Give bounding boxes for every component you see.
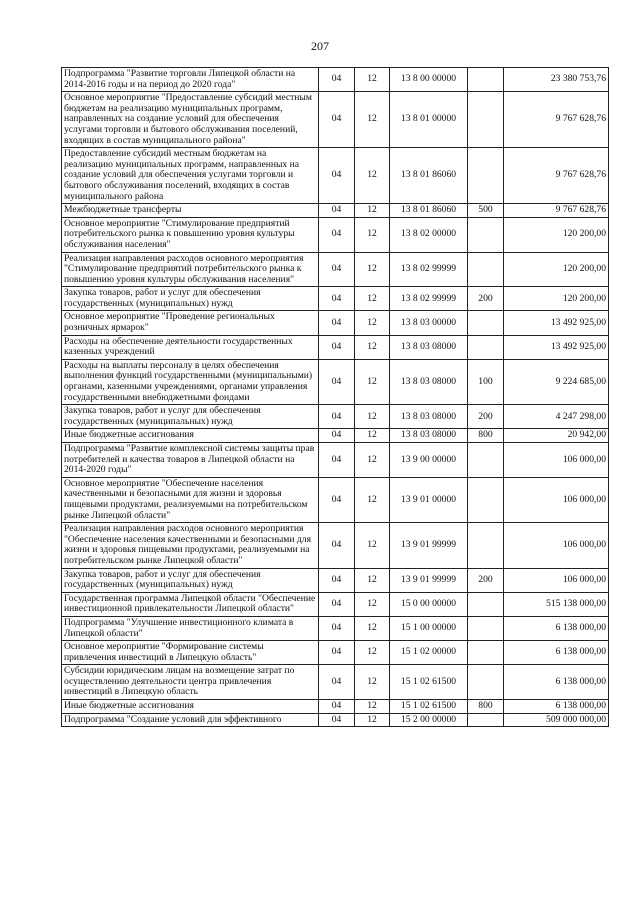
table-row bbox=[62, 592, 609, 616]
row-amount: 6 138 000,00 bbox=[504, 616, 609, 640]
row-target-article: 13 9 01 99999 bbox=[390, 568, 468, 592]
row-expense-type bbox=[468, 335, 504, 359]
row-section: 04 bbox=[319, 405, 355, 429]
row-name: Закупка товаров, работ и услуг для обеспечения государственных (муниципальных) нужд bbox=[62, 287, 319, 311]
row-expense-type bbox=[468, 592, 504, 616]
row-amount: 106 000,00 bbox=[504, 568, 609, 592]
row-amount: 120 200,00 bbox=[504, 252, 609, 287]
row-expense-type bbox=[468, 641, 504, 665]
row-name: Основное мероприятие "Проведение региональных розничных ярмарок" bbox=[62, 311, 319, 335]
row-subsection: 12 bbox=[355, 204, 390, 218]
row-target-article: 15 1 02 61500 bbox=[390, 700, 468, 714]
row-expense-type: 200 bbox=[468, 405, 504, 429]
row-subsection: 12 bbox=[355, 405, 390, 429]
row-section: 04 bbox=[319, 287, 355, 311]
table-row bbox=[62, 148, 609, 204]
row-subsection: 12 bbox=[355, 443, 390, 478]
row-target-article: 13 8 03 08000 bbox=[390, 405, 468, 429]
row-section: 04 bbox=[319, 252, 355, 287]
row-subsection: 12 bbox=[355, 311, 390, 335]
row-amount: 6 138 000,00 bbox=[504, 641, 609, 665]
row-section: 04 bbox=[319, 148, 355, 204]
row-section: 04 bbox=[319, 616, 355, 640]
row-section: 04 bbox=[319, 523, 355, 568]
row-subsection: 12 bbox=[355, 217, 390, 252]
row-subsection: 12 bbox=[355, 641, 390, 665]
row-target-article: 15 1 00 00000 bbox=[390, 616, 468, 640]
row-subsection: 12 bbox=[355, 429, 390, 443]
row-expense-type bbox=[468, 217, 504, 252]
row-expense-type bbox=[468, 713, 504, 727]
row-subsection: 12 bbox=[355, 568, 390, 592]
row-amount: 4 247 298,00 bbox=[504, 405, 609, 429]
row-target-article: 13 8 03 08000 bbox=[390, 335, 468, 359]
row-section: 04 bbox=[319, 700, 355, 714]
row-target-article: 15 1 02 00000 bbox=[390, 641, 468, 665]
row-section: 04 bbox=[319, 592, 355, 616]
row-target-article: 13 9 01 99999 bbox=[390, 523, 468, 568]
row-amount: 13 492 925,00 bbox=[504, 335, 609, 359]
row-target-article: 15 1 02 61500 bbox=[390, 665, 468, 700]
table-row bbox=[62, 616, 609, 640]
table-row bbox=[62, 204, 609, 218]
row-amount: 106 000,00 bbox=[504, 523, 609, 568]
row-name: Подпрограмма "Улучшение инвестиционного климата в Липецкой области" bbox=[62, 616, 319, 640]
row-expense-type bbox=[468, 665, 504, 700]
row-section: 04 bbox=[319, 477, 355, 522]
row-subsection: 12 bbox=[355, 523, 390, 568]
row-subsection: 12 bbox=[355, 713, 390, 727]
row-target-article: 13 9 00 00000 bbox=[390, 443, 468, 478]
row-section: 04 bbox=[319, 568, 355, 592]
row-name: Реализация направления расходов основного мероприятия "Стимулирование предприятий потребительского рынка к повышению уровня культуры обслуживания населения" bbox=[62, 252, 319, 287]
row-amount: 6 138 000,00 bbox=[504, 665, 609, 700]
row-section: 04 bbox=[319, 429, 355, 443]
row-expense-type: 500 bbox=[468, 204, 504, 218]
row-target-article: 13 8 03 00000 bbox=[390, 311, 468, 335]
table-row bbox=[62, 523, 609, 568]
row-amount: 106 000,00 bbox=[504, 477, 609, 522]
row-expense-type bbox=[468, 252, 504, 287]
row-expense-type bbox=[468, 443, 504, 478]
table-row bbox=[62, 359, 609, 404]
table-row bbox=[62, 68, 609, 92]
row-name: Государственная программа Липецкой области "Обеспечение инвестиционной привлекательности Липецкой области" bbox=[62, 592, 319, 616]
row-name: Реализация направления расходов основного мероприятия "Обеспечение населения качественными и безопасными для жизни и здоровья пищевыми продуктами, реализуемыми на потребительском рынке Липецкой области" bbox=[62, 523, 319, 568]
row-amount: 13 492 925,00 bbox=[504, 311, 609, 335]
table-row bbox=[62, 252, 609, 287]
row-target-article: 13 9 01 00000 bbox=[390, 477, 468, 522]
row-expense-type bbox=[468, 311, 504, 335]
table-row bbox=[62, 429, 609, 443]
row-section: 04 bbox=[319, 217, 355, 252]
row-expense-type bbox=[468, 523, 504, 568]
row-name: Иные бюджетные ассигнования bbox=[62, 429, 319, 443]
row-target-article: 13 8 03 08000 bbox=[390, 429, 468, 443]
row-name: Основное мероприятие "Стимулирование предприятий потребительского рынка к повышению уровня культуры обслуживания населения" bbox=[62, 217, 319, 252]
row-amount: 120 200,00 bbox=[504, 217, 609, 252]
row-section: 04 bbox=[319, 335, 355, 359]
row-target-article: 13 8 01 86060 bbox=[390, 148, 468, 204]
row-target-article: 15 2 00 00000 bbox=[390, 713, 468, 727]
row-subsection: 12 bbox=[355, 148, 390, 204]
row-section: 04 bbox=[319, 311, 355, 335]
table-row bbox=[62, 665, 609, 700]
row-expense-type: 800 bbox=[468, 429, 504, 443]
table-row bbox=[62, 92, 609, 148]
table-row bbox=[62, 405, 609, 429]
row-amount: 6 138 000,00 bbox=[504, 700, 609, 714]
row-expense-type: 200 bbox=[468, 287, 504, 311]
row-amount: 23 380 753,76 bbox=[504, 68, 609, 92]
row-target-article: 13 8 03 08000 bbox=[390, 359, 468, 404]
row-expense-type: 800 bbox=[468, 700, 504, 714]
row-amount: 106 000,00 bbox=[504, 443, 609, 478]
row-name: Предоставление субсидий местным бюджетам на реализацию муниципальных программ, направленных на создание условий для обеспечения услугами торговли и бытового обслуживания поселений, входящих в состав муниципального района bbox=[62, 148, 319, 204]
table-row bbox=[62, 335, 609, 359]
row-subsection: 12 bbox=[355, 287, 390, 311]
row-name: Иные бюджетные ассигнования bbox=[62, 700, 319, 714]
row-section: 04 bbox=[319, 359, 355, 404]
row-name: Подпрограмма "Развитие торговли Липецкой области на 2014-2016 годы и на период до 2020 года" bbox=[62, 68, 319, 92]
row-section: 04 bbox=[319, 665, 355, 700]
table-row bbox=[62, 641, 609, 665]
row-name: Подпрограмма "Развитие комплексной системы защиты прав потребителей и качества товаров в Липецкой области на 2014-2020 годы" bbox=[62, 443, 319, 478]
row-amount: 9 767 628,76 bbox=[504, 148, 609, 204]
row-subsection: 12 bbox=[355, 92, 390, 148]
row-target-article: 13 8 01 00000 bbox=[390, 92, 468, 148]
row-amount: 9 767 628,76 bbox=[504, 204, 609, 218]
table-row bbox=[62, 568, 609, 592]
row-subsection: 12 bbox=[355, 335, 390, 359]
table-row bbox=[62, 443, 609, 478]
row-target-article: 13 8 00 00000 bbox=[390, 68, 468, 92]
row-section: 04 bbox=[319, 204, 355, 218]
row-amount: 515 138 000,00 bbox=[504, 592, 609, 616]
budget-table bbox=[61, 67, 609, 727]
row-name: Закупка товаров, работ и услуг для обеспечения государственных (муниципальных) нужд bbox=[62, 405, 319, 429]
row-amount: 120 200,00 bbox=[504, 287, 609, 311]
row-section: 04 bbox=[319, 68, 355, 92]
row-target-article: 13 8 02 99999 bbox=[390, 252, 468, 287]
table-row bbox=[62, 311, 609, 335]
row-name: Подпрограмма "Создание условий для эффективного bbox=[62, 713, 319, 727]
table-row bbox=[62, 700, 609, 714]
row-expense-type: 200 bbox=[468, 568, 504, 592]
table-row bbox=[62, 217, 609, 252]
row-subsection: 12 bbox=[355, 616, 390, 640]
row-target-article: 15 0 00 00000 bbox=[390, 592, 468, 616]
row-expense-type bbox=[468, 92, 504, 148]
row-target-article: 13 8 02 99999 bbox=[390, 287, 468, 311]
row-name: Субсидии юридическим лицам на возмещение затрат по осуществлению деятельности центра привлечения инвестиций в Липецкую область bbox=[62, 665, 319, 700]
row-subsection: 12 bbox=[355, 252, 390, 287]
table-row bbox=[62, 713, 609, 727]
row-subsection: 12 bbox=[355, 665, 390, 700]
row-name: Основное мероприятие "Предоставление субсидий местным бюджетам на реализацию муниципальных программ, направленных на создание условий для обеспечения услугами торговли и бытового обслуживания поселений, входящих в состав муниципального района" bbox=[62, 92, 319, 148]
row-amount: 9 224 685,00 bbox=[504, 359, 609, 404]
row-section: 04 bbox=[319, 443, 355, 478]
row-amount: 20 942,00 bbox=[504, 429, 609, 443]
row-amount: 9 767 628,76 bbox=[504, 92, 609, 148]
row-section: 04 bbox=[319, 713, 355, 727]
table-row bbox=[62, 287, 609, 311]
row-name: Межбюджетные трансферты bbox=[62, 204, 319, 218]
row-section: 04 bbox=[319, 641, 355, 665]
row-expense-type bbox=[468, 148, 504, 204]
row-expense-type: 100 bbox=[468, 359, 504, 404]
row-subsection: 12 bbox=[355, 477, 390, 522]
row-name: Закупка товаров, работ и услуг для обеспечения государственных (муниципальных) нужд bbox=[62, 568, 319, 592]
row-target-article: 13 8 02 00000 bbox=[390, 217, 468, 252]
row-subsection: 12 bbox=[355, 700, 390, 714]
row-section: 04 bbox=[319, 92, 355, 148]
row-name: Основное мероприятие "Обеспечение населения качественными и безопасными для жизни и здоровья пищевыми продуктами, реализуемыми на потребительском рынке Липецкой области" bbox=[62, 477, 319, 522]
table-row bbox=[62, 477, 609, 522]
row-expense-type bbox=[468, 616, 504, 640]
row-name: Основное мероприятие "Формирование системы привлечения инвестиций в Липецкую область" bbox=[62, 641, 319, 665]
row-subsection: 12 bbox=[355, 359, 390, 404]
row-expense-type bbox=[468, 477, 504, 522]
row-amount: 509 000 000,00 bbox=[504, 713, 609, 727]
page-number: 207 bbox=[311, 39, 329, 53]
row-name: Расходы на обеспечение деятельности государственных казенных учреждений bbox=[62, 335, 319, 359]
row-name: Расходы на выплаты персоналу в целях обеспечения выполнения функций государственными (муниципальными) органами, казенными учреждениями, органами управления государственными внебюджетными фондами bbox=[62, 359, 319, 404]
row-subsection: 12 bbox=[355, 68, 390, 92]
row-expense-type bbox=[468, 68, 504, 92]
row-subsection: 12 bbox=[355, 592, 390, 616]
row-target-article: 13 8 01 86060 bbox=[390, 204, 468, 218]
